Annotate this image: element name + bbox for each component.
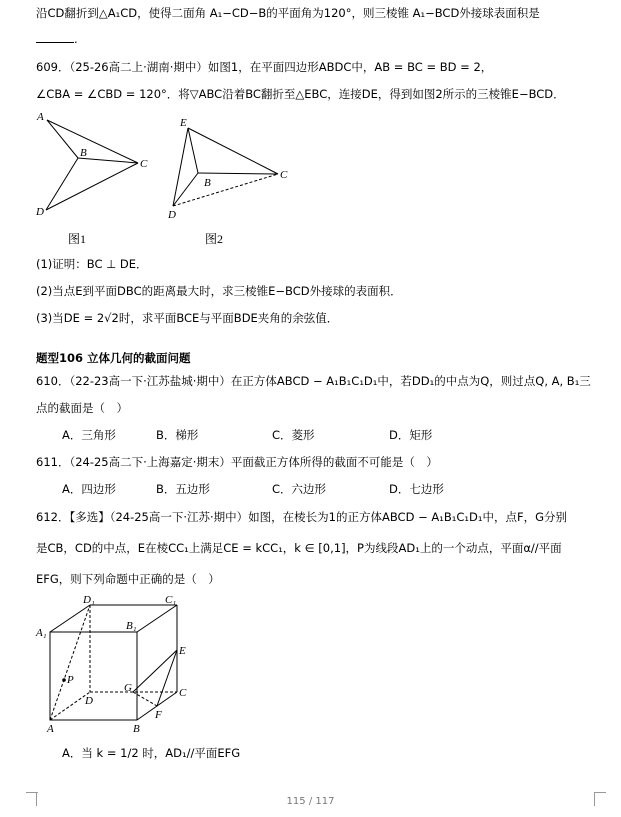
- q611-option-d: D．七边形: [389, 482, 444, 496]
- fig1-label-B: B: [80, 147, 87, 159]
- q610-line2: 点的截面是（ ）: [36, 401, 128, 415]
- q611-option-a: A．四边形: [62, 482, 116, 496]
- figure-2-tetrahedron: [160, 112, 290, 224]
- q609-part3: (3)当DE = 2√2时，求平面BCE与平面BDE夹角的余弦值．: [36, 311, 339, 325]
- q610-option-b: B．梯形: [156, 428, 199, 442]
- q609-part2: (2)当点E到平面DBC的距离最大时，求三棱锥E−BCD外接球的表面积．: [36, 284, 402, 298]
- cube-label-B: B: [133, 723, 140, 735]
- q610-option-d: D．矩形: [389, 428, 433, 442]
- q610-option-c: C．菱形: [272, 428, 315, 442]
- q610-option-a: A．三角形: [62, 428, 116, 442]
- cube-label-D: D: [85, 695, 93, 707]
- cube-label-F: F: [155, 709, 162, 721]
- q612-option-a: A．当 k = 1/2 时，AD₁//平面EFG: [62, 746, 241, 760]
- fig2-label-E: E: [180, 117, 187, 129]
- answer-blank: [36, 32, 74, 43]
- fig1-label-A: A: [37, 111, 44, 123]
- q612-line3: EFG，则下列命题中正确的是（ ）: [36, 572, 220, 586]
- q612-line2: 是CB，CD的中点，E在棱CC₁上满足CE = kCC₁，k ∈ [0,1]，P为线段AD₁上的一个动点，平面α//平面: [36, 541, 562, 555]
- q609-part1: (1)证明：BC ⊥ DE．: [36, 257, 148, 271]
- cube-label-D1: D₁: [83, 594, 95, 606]
- fig1-caption: 图1: [68, 232, 87, 246]
- cube-label-A1: A₁: [36, 627, 47, 639]
- cube-label-A: A: [47, 723, 54, 735]
- crop-mark-left-h: [26, 792, 38, 793]
- cube-label-B1: B₁: [126, 620, 137, 632]
- q610-line1: 610．（22-23高一下·江苏盐城·期中）在正方体ABCD − A₁B₁C₁D₁中，若DD₁的中点为Q，则过点Q, A, B₁三: [36, 374, 591, 388]
- fig2-label-D: D: [168, 209, 176, 221]
- fig1-label-C: C: [140, 158, 148, 170]
- q609-line2: ∠CBA = ∠CBD = 120°．将▽ABC沿着BC翻折至△EBC，连接DE，得到如图2所示的三棱锥E−BCD．: [36, 87, 565, 101]
- section-title: 题型106 立体几何的截面问题: [36, 351, 191, 365]
- cube-label-E: E: [179, 645, 186, 657]
- top-statement-text: 沿CD翻折到△A₁CD，使得二面角 A₁−CD−B的平面角为120°，则三棱锥 A₁−BCD外接球表面积是: [36, 6, 540, 20]
- page-number: 115 / 117: [286, 796, 335, 807]
- cube-label-G: G: [124, 682, 132, 694]
- fig2-label-C: C: [280, 169, 288, 181]
- crop-mark-right-h: [594, 792, 606, 793]
- cube-label-P: P: [67, 674, 74, 686]
- fig2-label-B: B: [204, 177, 211, 189]
- cube-label-C: C: [179, 687, 187, 699]
- figure-1-quadrilateral: [30, 108, 155, 224]
- q612-line1: 612．【多选】（24-25高一下·江苏·期中）如图，在棱长为1的正方体ABCD − A₁B₁C₁D₁中，点F，G分别: [36, 510, 567, 524]
- q611-option-c: C．六边形: [272, 482, 327, 496]
- cube-figure: [30, 592, 200, 742]
- period: .: [74, 32, 78, 46]
- q611-line1: 611．（24-25高二下·上海嘉定·期末）平面截正方体所得的截面不可能是（ ）: [36, 455, 438, 469]
- answer-blank-line: [36, 32, 78, 46]
- fig2-caption: 图2: [205, 232, 224, 246]
- cube-label-C1: C₁: [165, 594, 177, 606]
- q611-option-b: B．五边形: [156, 482, 210, 496]
- fig1-label-D: D: [36, 206, 44, 218]
- q609-head: 609．（25-26高二上·湖南·期中）如图1，在平面四边形ABDC中，AB = BC = BD = 2，: [36, 60, 493, 74]
- top-statement: [36, 6, 540, 20]
